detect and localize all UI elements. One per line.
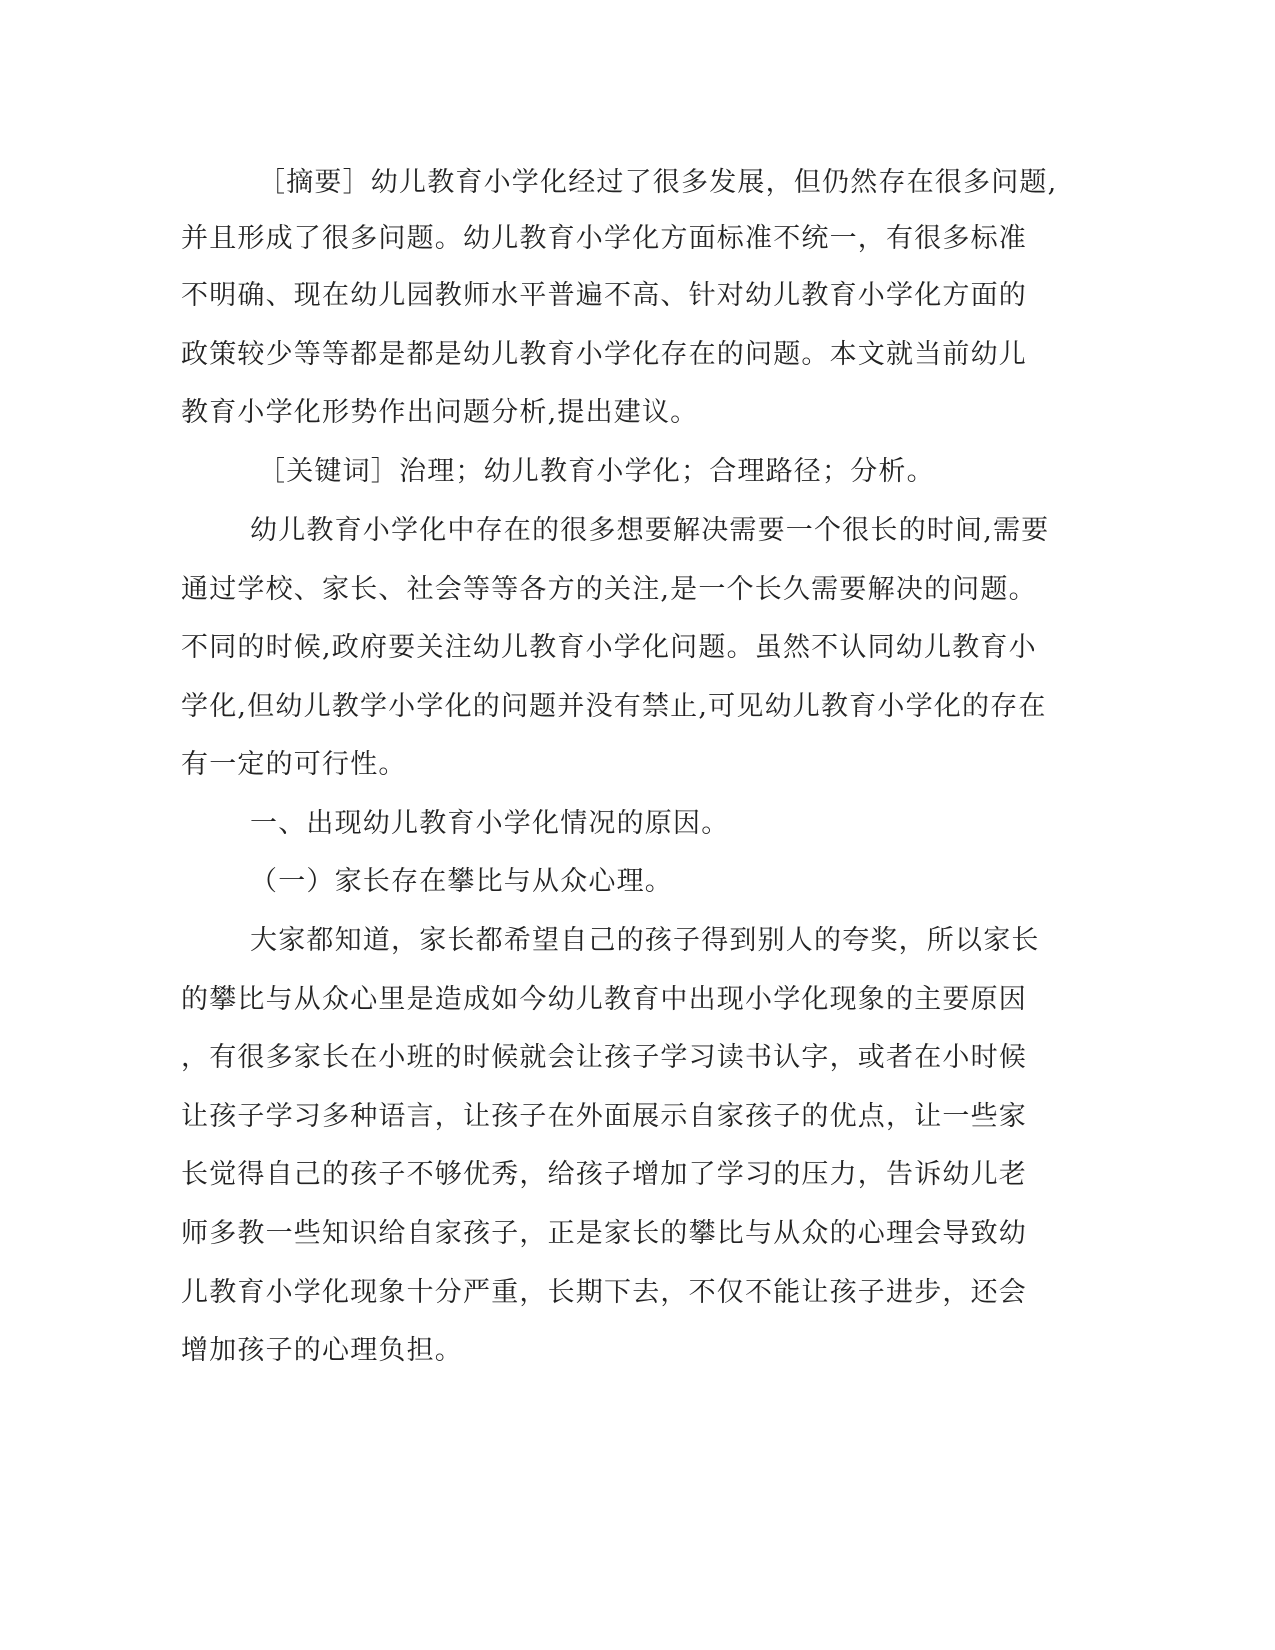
body-line-1: 大家都知道，家长都希望自己的孩子得到别人的夸奖，所以家长	[250, 925, 1040, 956]
body-line-4: 让孩子学习多种语言，让孩子在外面展示自家孩子的优点，让一些家	[181, 1101, 1027, 1132]
subsection-heading: （一）家长存在攀比与从众心理。	[250, 866, 673, 897]
abstract-line-3: 不明确、现在幼儿园教师水平普遍不高、针对幼儿教育小学化方面的	[181, 280, 1027, 311]
intro-line-2: 通过学校、家长、社会等等各方的关注,是一个长久需要解决的问题。	[181, 574, 1037, 605]
intro-line-5: 有一定的可行性。	[181, 749, 407, 780]
keywords-line: ［关键词］治理；幼儿教育小学化；合理路径；分析。	[258, 456, 935, 487]
abstract-line-1: ［摘要］幼儿教育小学化经过了很多发展，但仍然存在很多问题,	[258, 167, 1058, 198]
section-heading: 一、出现幼儿教育小学化情况的原因。	[250, 808, 730, 839]
intro-line-4: 学化,但幼儿教学小学化的问题并没有禁止,可见幼儿教育小学化的存在	[181, 691, 1047, 722]
intro-line-1: 幼儿教育小学化中存在的很多想要解决需要一个很长的时间,需要	[250, 515, 1050, 546]
abstract-line-2: 并且形成了很多问题。幼儿教育小学化方面标准不统一，有很多标准	[181, 223, 1027, 254]
body-line-7: 儿教育小学化现象十分严重，长期下去，不仅不能让孩子进步，还会	[181, 1277, 1027, 1308]
abstract-line-4: 政策较少等等都是都是幼儿教育小学化存在的问题。本文就当前幼儿	[181, 339, 1027, 370]
body-line-2: 的攀比与从众心里是造成如今幼儿教育中出现小学化现象的主要原因	[181, 984, 1027, 1015]
intro-line-3: 不同的时候,政府要关注幼儿教育小学化问题。虽然不认同幼儿教育小	[181, 632, 1037, 663]
body-line-8: 增加孩子的心理负担。	[181, 1335, 463, 1366]
body-line-3: ，有很多家长在小班的时候就会让孩子学习读书认字，或者在小时候	[181, 1042, 1027, 1073]
abstract-line-5: 教育小学化形势作出问题分析,提出建议。	[181, 397, 699, 428]
body-line-6: 师多教一些知识给自家孩子，正是家长的攀比与从众的心理会导致幼	[181, 1218, 1027, 1249]
body-line-5: 长觉得自己的孩子不够优秀，给孩子增加了学习的压力，告诉幼儿老	[181, 1159, 1027, 1190]
